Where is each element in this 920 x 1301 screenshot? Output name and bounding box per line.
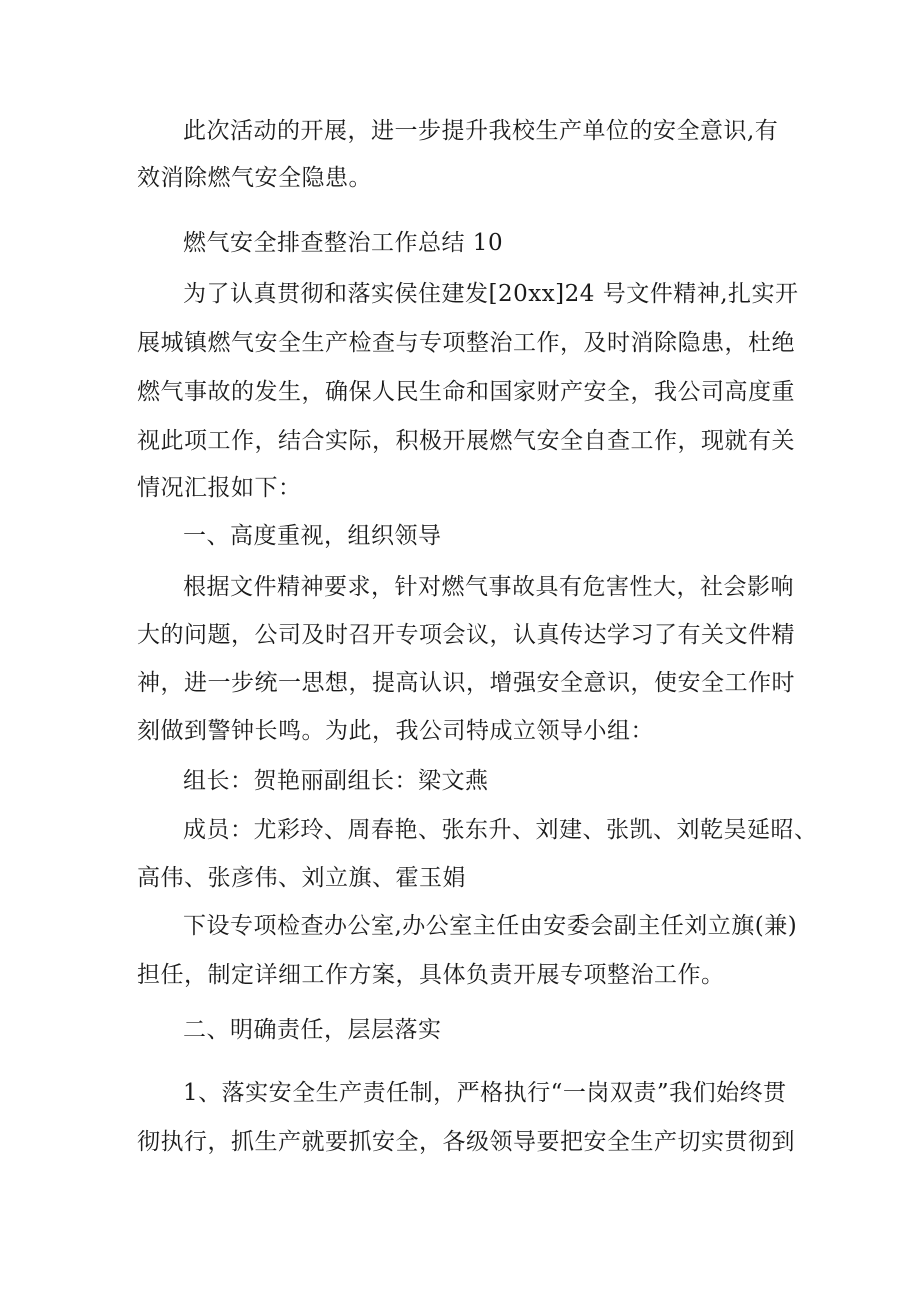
body-line-16: 高伟、张彦伟、刘立旗、霍玉娟 (137, 865, 466, 891)
section-title: 燃气安全排查整治工作总结 10 (183, 230, 504, 256)
body-line-1: 此次活动的开展，进一步提升我校生产单位的安全意识,有 (183, 118, 779, 144)
body-line-8: 情况汇报如下： (137, 475, 302, 501)
body-line-13: 刻做到警钟长鸣。为此，我公司特成立领导小组： (137, 718, 654, 744)
body-line-5: 展城镇燃气安全生产检查与专项整治工作，及时消除隐患，杜绝 (137, 330, 795, 356)
body-line-20: 1、落实安全生产责任制，严格执行“一岗双责”我们始终贯 (183, 1080, 787, 1106)
heading-2: 二、明确责任，层层落实 (183, 1017, 442, 1043)
body-line-6: 燃气事故的发生，确保人民生命和国家财产安全，我公司高度重 (137, 379, 795, 405)
body-line-17: 下设专项检查办公室,办公室主任由安委会副主任刘立旗(兼) (183, 913, 798, 939)
body-line-10: 根据文件精神要求，针对燃气事故具有危害性大，社会影响 (183, 574, 794, 600)
body-line-11: 大的问题，公司及时召开专项会议，认真传达学习了有关文件精 (137, 622, 795, 648)
body-line-7: 视此项工作，结合实际，积极开展燃气安全自查工作，现就有关 (137, 428, 795, 454)
body-line-14: 组长：贺艳丽副组长：梁文燕 (183, 768, 489, 794)
body-line-18: 担任，制定详细工作方案，具体负责开展专项整治工作。 (137, 962, 725, 988)
heading-1: 一、高度重视，组织领导 (183, 523, 442, 549)
body-line-12: 神，进一步统一思想，提高认识，增强安全意识，使安全工作时 (137, 670, 795, 696)
body-line-2: 效消除燃气安全隐患。 (137, 165, 372, 191)
body-line-4: 为了认真贯彻和落实侯住建发[20xx]24 号文件精神,扎实开 (183, 281, 799, 307)
body-line-15: 成员：尤彩玲、周春艳、张东升、刘建、张凯、刘乾吴延昭、 (183, 817, 818, 843)
body-line-21: 彻执行，抓生产就要抓安全，各级领导要把安全生产切实贯彻到 (137, 1129, 795, 1155)
